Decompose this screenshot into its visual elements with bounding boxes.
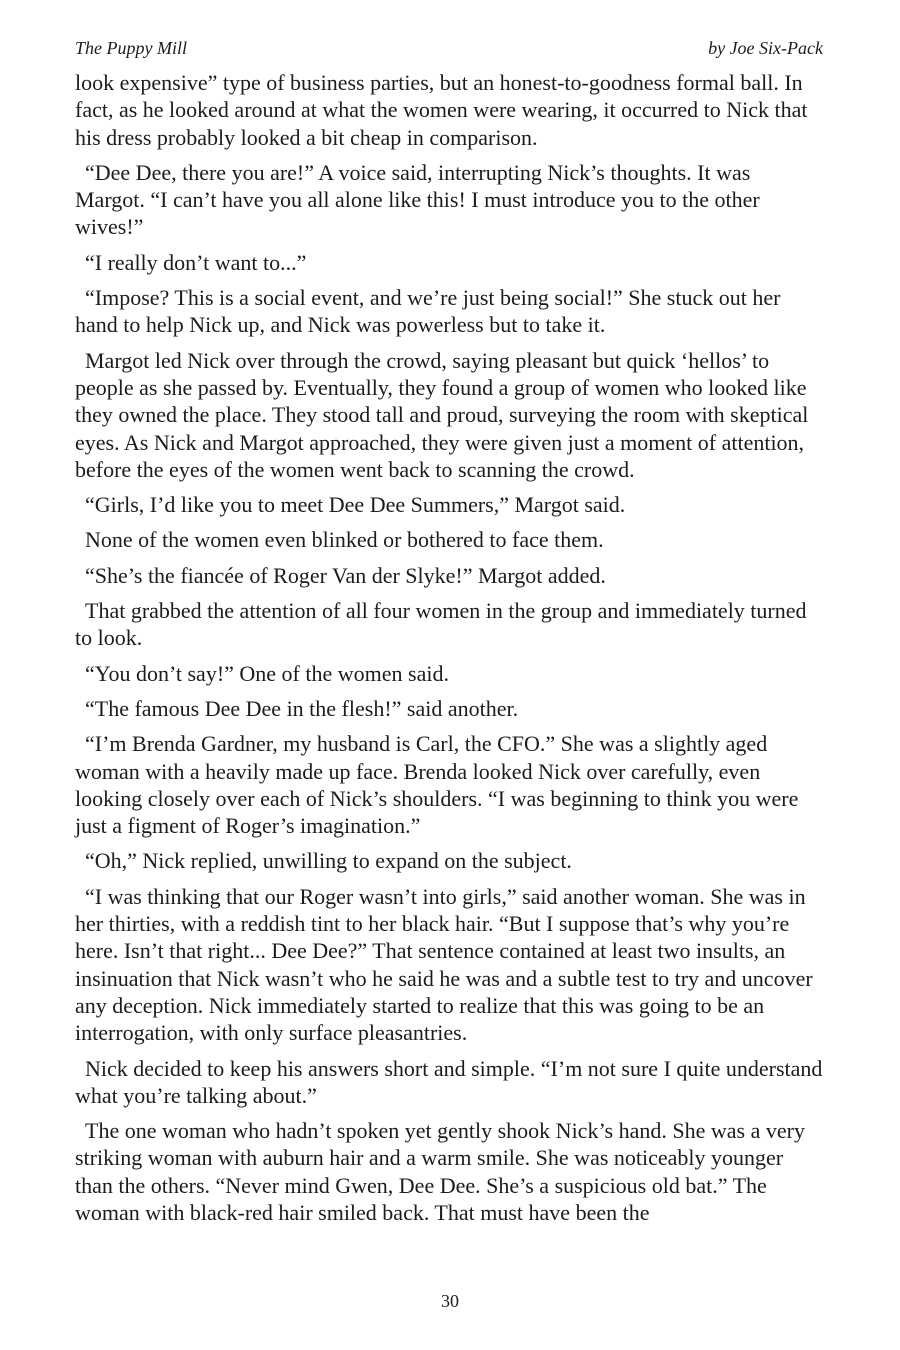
paragraph: “Impose? This is a social event, and we’re just being social!” She stuck out her hand to help Nick up, and Nick was powerless but to take it.	[75, 285, 781, 338]
paragraph: Margot led Nick over through the crowd, saying pleasant but quick ‘hellos’ to people as she passed by. Eventually, they found a group of women who looked like they owned the place. They stood tall and proud, surveying the room with skeptical eyes. As Nick and Margot approached, they were given just a moment of attention, before the eyes of the women went back to scanning the crowd.	[75, 347, 809, 482]
page-number: 30	[441, 1291, 459, 1311]
author-byline: by Joe Six-Pack	[708, 38, 823, 58]
paragraph: “Girls, I’d like you to meet Dee Dee Summers,” Margot said.	[85, 492, 626, 518]
paragraph: The one woman who hadn’t spoken yet gently shook Nick’s hand. She was a very striking woman with auburn hair and a warm smile. She was noticeably younger than the others. “Never mind Gwen, Dee Dee. She’s a suspicious old bat.” The woman with black-red hair smiled back. That must have been the	[75, 1118, 805, 1225]
paragraph: “You don’t say!” One of the women said.	[85, 660, 449, 686]
book-title: The Puppy Mill	[75, 38, 187, 58]
body-text	[75, 69, 825, 1234]
running-header	[75, 38, 823, 58]
paragraph: “The famous Dee Dee in the flesh!” said another.	[85, 695, 519, 721]
paragraph: Nick decided to keep his answers short and simple. “I’m not sure I quite understand what you’re talking about.”	[75, 1055, 823, 1108]
paragraph: None of the women even blinked or bothered to face them.	[85, 527, 604, 553]
paragraph: “Dee Dee, there you are!” A voice said, interrupting Nick’s thoughts. It was Margot. “I can’t have you all alone like this! I must introduce you to the other wives!”	[75, 159, 760, 240]
paragraph: look expensive” type of business parties, but an honest-to-goodness formal ball. In fact, as he looked around at what the women were wearing, it occurred to Nick that his dress probably looked a bit cheap in comparison.	[75, 70, 808, 150]
paragraph: “Oh,” Nick replied, unwilling to expand on the subject.	[85, 848, 572, 874]
paragraph: “I’m Brenda Gardner, my husband is Carl, the CFO.” She was a slightly aged woman with a heavily made up face. Brenda looked Nick over carefully, even looking closely over each of Nick’s shoulders. “I was beginning to think you were just a figment of Roger’s imagination.”	[75, 731, 799, 839]
paragraph: “I was thinking that our Roger wasn’t into girls,” said another woman. She was in her thirties, with a reddish tint to her black hair. “But I suppose that’s why you’re here. Isn’t that right... Dee Dee?” That sentence contained at least two insults, an insinuation that Nick wasn’t who he said he was and a subtle test to try and uncover any deception. Nick immediately started to realize that this was going to be an interrogation, with only surface pleasantries.	[75, 883, 813, 1046]
paragraph: “She’s the fiancée of Roger Van der Slyke!” Margot added.	[85, 562, 606, 588]
paragraph: That grabbed the attention of all four women in the group and immediately turned to look.	[75, 598, 807, 651]
paragraph: “I really don’t want to...”	[85, 249, 307, 275]
